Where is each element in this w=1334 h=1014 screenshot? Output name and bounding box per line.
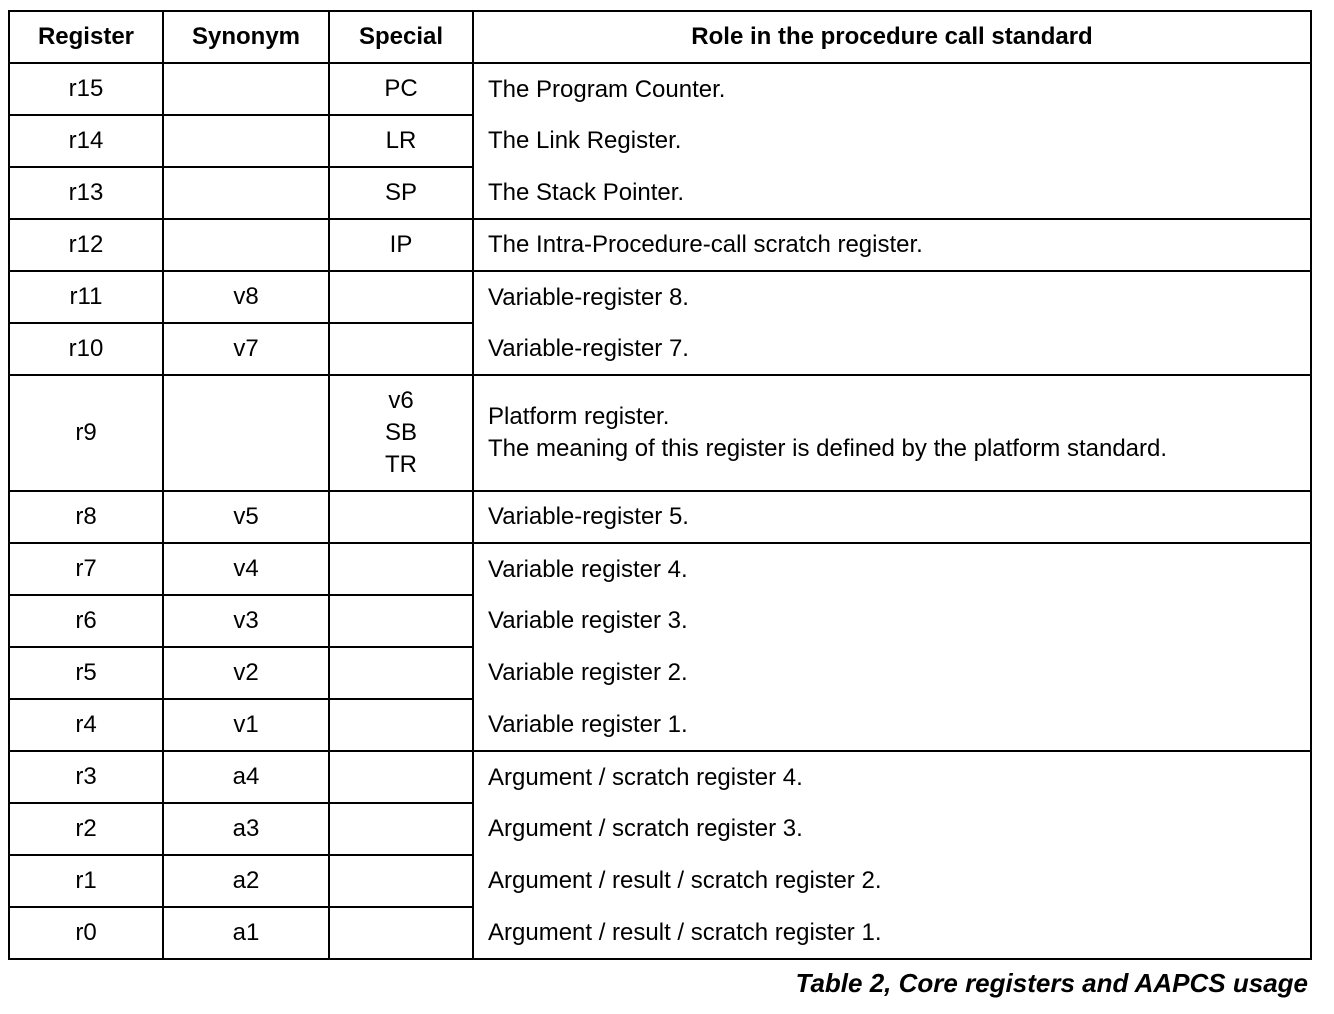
special-cell xyxy=(329,491,473,543)
register-cell: r9 xyxy=(9,375,163,491)
role-cell: Variable register 1. xyxy=(473,699,1311,751)
header-special: Special xyxy=(329,11,473,63)
role-cell: Variable register 2. xyxy=(473,647,1311,699)
role-cell: The Intra-Procedure-call scratch register. xyxy=(473,219,1311,271)
role-cell: Variable-register 8. xyxy=(473,271,1311,323)
special-cell: IP xyxy=(329,219,473,271)
special-line: TR xyxy=(385,451,417,478)
synonym-cell xyxy=(163,115,329,167)
special-cell xyxy=(329,855,473,907)
register-cell: r15 xyxy=(9,63,163,115)
special-cell xyxy=(329,543,473,595)
table-row xyxy=(9,375,1311,491)
synonym-cell: v7 xyxy=(163,323,329,375)
register-cell: r6 xyxy=(9,595,163,647)
synonym-cell: a3 xyxy=(163,803,329,855)
role-cell: The Link Register. xyxy=(473,115,1311,167)
registers-table-container xyxy=(8,10,1310,960)
synonym-cell xyxy=(163,375,329,491)
table-row xyxy=(9,751,1311,803)
register-cell: r14 xyxy=(9,115,163,167)
special-line: SB xyxy=(384,419,417,446)
table-row xyxy=(9,323,1311,375)
register-cell: r8 xyxy=(9,491,163,543)
synonym-cell: v5 xyxy=(163,491,329,543)
synonym-cell: a1 xyxy=(163,907,329,959)
register-cell: r12 xyxy=(9,219,163,271)
table-row xyxy=(9,803,1311,855)
role-line: Platform register. xyxy=(488,403,670,430)
role-cell: Argument / scratch register 4. xyxy=(473,751,1311,803)
role-cell: Argument / result / scratch register 2. xyxy=(473,855,1311,907)
register-cell: r1 xyxy=(9,855,163,907)
table-row xyxy=(9,271,1311,323)
register-cell: r4 xyxy=(9,699,163,751)
register-cell: r7 xyxy=(9,543,163,595)
table-row xyxy=(9,63,1311,115)
table-row xyxy=(9,647,1311,699)
synonym-cell: v2 xyxy=(163,647,329,699)
role-cell: Variable register 4. xyxy=(473,543,1311,595)
role-cell: Variable register 3. xyxy=(473,595,1311,647)
synonym-cell: v8 xyxy=(163,271,329,323)
synonym-cell xyxy=(163,167,329,219)
table-header-row xyxy=(9,11,1311,63)
register-cell: r3 xyxy=(9,751,163,803)
special-cell xyxy=(329,647,473,699)
table-row xyxy=(9,543,1311,595)
role-cell: Argument / scratch register 3. xyxy=(473,803,1311,855)
synonym-cell: a2 xyxy=(163,855,329,907)
role-cell: Argument / result / scratch register 1. xyxy=(473,907,1311,959)
role-line: The meaning of this register is defined by the platform standard. xyxy=(488,435,1168,462)
table-row xyxy=(9,115,1311,167)
special-cell xyxy=(329,271,473,323)
synonym-cell xyxy=(163,219,329,271)
header-synonym: Synonym xyxy=(163,11,329,63)
register-cell: r5 xyxy=(9,647,163,699)
header-register: Register xyxy=(9,11,163,63)
special-cell: PC xyxy=(329,63,473,115)
synonym-cell: v3 xyxy=(163,595,329,647)
register-cell: r11 xyxy=(9,271,163,323)
register-cell: r13 xyxy=(9,167,163,219)
special-cell: LR xyxy=(329,115,473,167)
role-cell: The Program Counter. xyxy=(473,63,1311,115)
table-row xyxy=(9,855,1311,907)
synonym-cell: a4 xyxy=(163,751,329,803)
table-caption: Table 2, Core registers and AAPCS usage xyxy=(795,968,1308,998)
special-cell: SP xyxy=(329,167,473,219)
role-cell: Variable-register 5. xyxy=(473,491,1311,543)
special-cell xyxy=(329,803,473,855)
register-cell: r2 xyxy=(9,803,163,855)
table-row xyxy=(9,907,1311,959)
synonym-cell: v4 xyxy=(163,543,329,595)
special-cell xyxy=(329,907,473,959)
core-registers-table xyxy=(8,10,1312,960)
table-row xyxy=(9,491,1311,543)
special-cell xyxy=(329,323,473,375)
table-row xyxy=(9,219,1311,271)
table-row xyxy=(9,595,1311,647)
table-row xyxy=(9,699,1311,751)
table-row xyxy=(9,167,1311,219)
register-cell: r10 xyxy=(9,323,163,375)
special-cell xyxy=(329,375,473,491)
special-line: v6 xyxy=(388,387,414,414)
role-cell: Variable-register 7. xyxy=(473,323,1311,375)
register-cell: r0 xyxy=(9,907,163,959)
special-cell xyxy=(329,595,473,647)
role-cell xyxy=(473,375,1311,491)
header-role: Role in the procedure call standard xyxy=(473,11,1311,63)
special-cell xyxy=(329,751,473,803)
synonym-cell: v1 xyxy=(163,699,329,751)
role-cell: The Stack Pointer. xyxy=(473,167,1311,219)
synonym-cell xyxy=(163,63,329,115)
special-cell xyxy=(329,699,473,751)
